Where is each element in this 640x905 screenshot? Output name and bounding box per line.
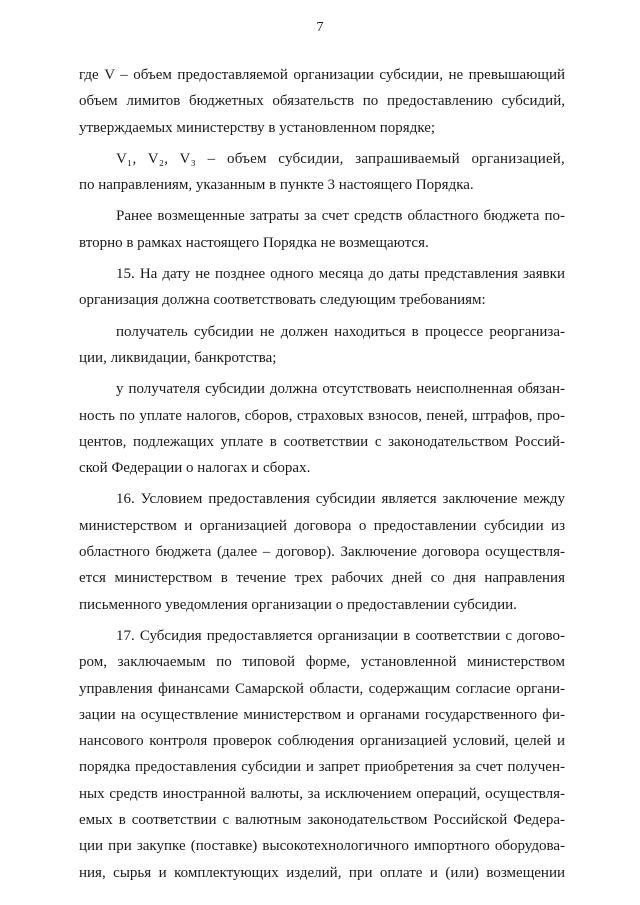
text-line: областного бюджета (далее – договор). Заключение договора осуществля- [79, 544, 565, 561]
text-line: по направлениям, указанным в пункте 3 настоящего Порядка. [79, 177, 474, 194]
text-line: управления финансами Самарской области, содержащим согласие органи- [79, 680, 565, 697]
text-line: нансового контроля проверок соблюдения организацией условий, целей и [79, 733, 565, 750]
text-line: зации на осуществление министерством и органами государственного фи- [79, 706, 565, 723]
text-line: ции, ликвидации, банкротства; [79, 349, 277, 366]
text-line: министерством и организацией договора о предоставлении субсидии из [79, 517, 565, 534]
text-line: организация должна соответствовать следующим требованиям: [79, 292, 486, 309]
page-number: 7 [316, 20, 324, 35]
paragraph-clause-15 [79, 261, 565, 314]
paragraph-formula-v123 [79, 146, 565, 199]
text-line: получатель субсидии не должен находиться в процессе реорганиза- [116, 323, 565, 340]
text-line: ния, сырья и комплектующих изделий, при оплате и (или) возмещении [79, 864, 565, 881]
text-line: центов, подлежащих уплате в соответствии с законодательством Россий- [79, 433, 565, 450]
text-line: V₁, V₂, V₃ – объем субсидии, запрашиваемый организацией, [116, 150, 565, 167]
text-line: где V – объем предоставляемой организации субсидии, не превышающий [79, 67, 565, 83]
paragraph-previous-costs [79, 203, 565, 256]
paragraph-requirement-2 [79, 376, 565, 481]
paragraph-formula-v [79, 62, 565, 141]
text-line: ром, заключаемым по типовой форме, установленной министерством [79, 654, 565, 671]
text-line: 16. Условием предоставления субсидии является заключение между [116, 491, 565, 508]
text-line: утверждаемых министерству в установленном порядке; [79, 119, 436, 136]
text-line: порядка предоставления субсидии и запрет приобретения за счет получен- [79, 759, 565, 776]
text-line: ется министерством в течение трех рабочих дней со дня направления [79, 570, 565, 587]
text-line: ской Федерации о налогах и сборах. [79, 460, 311, 477]
text-line: 15. На дату не позднее одного месяца до даты представления заявки [116, 266, 565, 283]
text-line: письменного уведомления организации о предоставлении субсидии. [79, 596, 517, 613]
text-line: Ранее возмещенные затраты за счет средств областного бюджета по- [116, 208, 565, 225]
text-line: объем лимитов бюджетных обязательств по предоставлению субсидий, [79, 93, 565, 110]
paragraph-requirement-1 [79, 319, 565, 372]
text-line: у получателя субсидии должна отсутствовать неисполненная обязан- [116, 381, 565, 398]
paragraph-clause-16 [79, 486, 565, 617]
text-line: ции при закупке (поставке) высокотехнологичного импортного оборудова- [79, 838, 565, 855]
text-line: емых в соответствии с валютным законодательством Российской Федера- [79, 812, 565, 829]
text-line: 17. Субсидия предоставляется организации в соответствии с догово- [116, 627, 565, 644]
text-line: ных средств иностранной валюты, за исключением операций, осуществля- [79, 785, 565, 802]
text-line: ность по уплате налогов, сборов, страховых взносов, пеней, штрафов, про- [79, 407, 565, 424]
text-line: вторно в рамках настоящего Порядка не возмещаются. [79, 234, 429, 251]
document-body [79, 62, 565, 891]
paragraph-clause-17 [79, 623, 565, 886]
